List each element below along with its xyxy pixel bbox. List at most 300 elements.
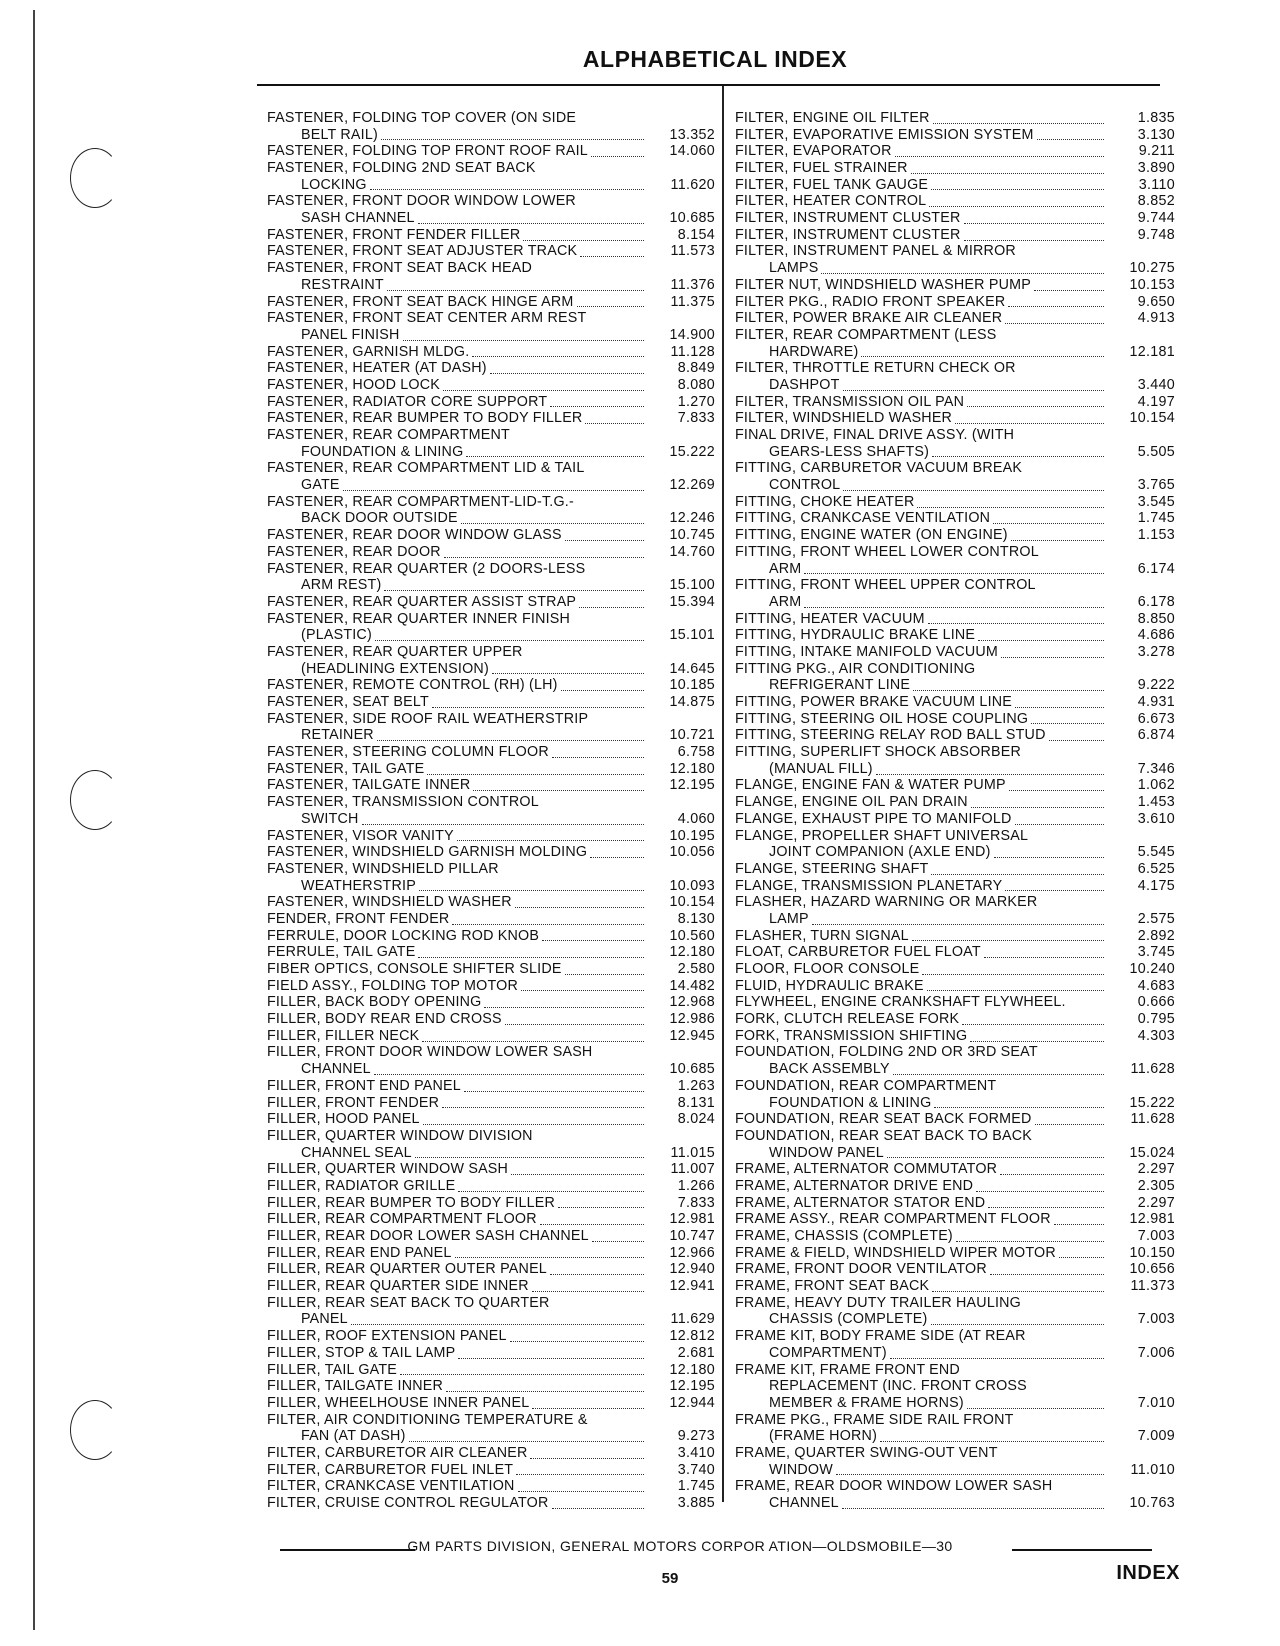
leader-dots <box>446 1382 644 1392</box>
entry-text: FLUID, HYDRAULIC BRAKE <box>735 977 924 994</box>
index-entry <box>267 1095 715 1112</box>
index-entry <box>267 427 715 444</box>
index-entry <box>267 694 715 711</box>
punch-hole-middle <box>70 770 120 830</box>
index-entry <box>735 1495 1175 1512</box>
entry-text: ARM <box>769 593 802 610</box>
leader-dots <box>458 1182 644 1192</box>
entry-reference-number: 3.745 <box>1137 944 1175 961</box>
leader-dots <box>513 432 644 441</box>
leader-dots <box>415 1148 644 1158</box>
entry-text: FILTER, THROTTLE RETURN CHECK OR <box>735 360 1016 377</box>
leader-dots <box>1034 281 1104 291</box>
entry-reference-number: 11.573 <box>670 243 715 260</box>
index-entry <box>267 310 715 327</box>
index-entry <box>267 360 715 377</box>
entry-text: FLASHER, HAZARD WARNING OR MARKER <box>735 894 1038 911</box>
entry-reference-number: 7.003 <box>1137 1228 1175 1245</box>
entry-text: FRAME, CHASSIS (COMPLETE) <box>735 1228 953 1245</box>
leader-dots <box>1041 1049 1104 1058</box>
entry-text: (FRAME HORN) <box>769 1428 878 1445</box>
index-entry <box>267 1161 715 1178</box>
leader-dots <box>518 1482 644 1492</box>
index-entry <box>267 1278 715 1295</box>
index-entry <box>735 1011 1175 1028</box>
entry-reference-number: 12.944 <box>669 1394 715 1411</box>
entry-text: FASTENER, REAR BUMPER TO BODY FILLER <box>267 410 583 427</box>
index-entry <box>267 244 715 261</box>
leader-dots <box>922 965 1104 975</box>
leader-dots <box>532 1399 644 1409</box>
leader-dots <box>963 1366 1104 1375</box>
entry-reference-number: 6.758 <box>677 744 715 761</box>
entry-reference-number: 10.656 <box>1129 1261 1175 1278</box>
index-entry <box>735 460 1175 477</box>
entry-reference-number: 15.024 <box>1129 1144 1175 1161</box>
leader-dots <box>343 481 644 491</box>
entry-reference-number: 12.966 <box>669 1244 715 1261</box>
entry-reference-number: 12.981 <box>669 1211 715 1228</box>
entry-text: FRAME & FIELD, WINDSHIELD WIPER MOTOR <box>735 1244 1056 1261</box>
entry-text: COMPARTMENT) <box>769 1344 887 1361</box>
leader-dots <box>843 481 1104 491</box>
entry-reference-number: 1.270 <box>677 393 715 410</box>
index-entry <box>267 711 715 728</box>
entry-reference-number: 12.246 <box>669 510 715 527</box>
entry-text: FORK, CLUTCH RELEASE FORK <box>735 1011 960 1028</box>
leader-dots <box>821 264 1104 274</box>
entry-text: FLANGE, STEERING SHAFT <box>735 860 929 877</box>
leader-dots <box>1031 832 1104 841</box>
entry-text: BACK DOOR OUTSIDE <box>301 510 458 527</box>
leader-dots <box>976 1182 1104 1192</box>
entry-text: FASTENER, FRONT SEAT BACK HINGE ARM <box>267 293 574 310</box>
entry-reference-number: 11.628 <box>1130 1061 1175 1078</box>
entry-text: FASTENER, REAR COMPARTMENT-LID-T.G.- <box>267 493 574 510</box>
leader-dots <box>536 1133 644 1142</box>
leader-dots <box>890 1349 1104 1359</box>
entry-text: FILTER, ENGINE OIL FILTER <box>735 109 930 126</box>
entry-text: WINDOW <box>769 1461 833 1478</box>
leader-dots <box>1001 648 1104 658</box>
leader-dots <box>375 631 644 641</box>
index-entry <box>735 1378 1175 1395</box>
index-entry <box>735 511 1175 528</box>
index-column-right <box>735 110 1175 1512</box>
entry-reference-number: 6.174 <box>1137 560 1175 577</box>
leader-dots <box>933 114 1104 124</box>
leader-dots <box>510 1332 644 1342</box>
entry-reference-number: 12.940 <box>669 1261 715 1278</box>
entry-reference-number: 15.222 <box>1129 1094 1175 1111</box>
leader-dots <box>893 1065 1104 1075</box>
entry-text: FRAME, FRONT DOOR VENTILATOR <box>735 1261 987 1278</box>
leader-dots <box>967 397 1104 407</box>
index-entry <box>735 1295 1175 1312</box>
entry-reference-number: 7.006 <box>1137 1344 1175 1361</box>
entry-text: FITTING, CHOKE HEATER <box>735 493 915 510</box>
entry-reference-number: 1.153 <box>1137 527 1175 544</box>
leader-dots <box>993 514 1104 524</box>
leader-dots <box>836 1465 1104 1475</box>
entry-reference-number: 2.575 <box>1137 910 1175 927</box>
leader-dots <box>591 147 644 157</box>
index-entry <box>735 1445 1175 1462</box>
index-entry <box>735 244 1175 261</box>
leader-dots <box>588 465 645 474</box>
entry-reference-number: 2.580 <box>677 961 715 978</box>
leader-dots <box>927 981 1104 991</box>
entry-reference-number: 6.673 <box>1137 710 1175 727</box>
index-entry <box>267 1245 715 1262</box>
entry-reference-number: 14.900 <box>669 326 715 343</box>
entry-reference-number: 7.009 <box>1137 1428 1175 1445</box>
leader-dots <box>565 531 644 541</box>
column-divider <box>722 86 724 1502</box>
index-entry <box>735 611 1175 628</box>
entry-text: FITTING, ENGINE WATER (ON ENGINE) <box>735 527 1008 544</box>
leader-dots <box>1009 781 1104 791</box>
index-entry <box>267 978 715 995</box>
leader-dots <box>590 848 644 858</box>
entry-text: FASTENER, REAR QUARTER ASSIST STRAP <box>267 593 577 610</box>
leader-dots <box>443 381 644 391</box>
leader-dots <box>970 1032 1104 1042</box>
entry-reference-number: 12.981 <box>1129 1211 1175 1228</box>
entry-reference-number: 0.666 <box>1137 994 1175 1011</box>
index-entry <box>735 761 1175 778</box>
entry-reference-number: 4.931 <box>1137 694 1175 711</box>
index-entry <box>267 761 715 778</box>
entry-reference-number: 4.303 <box>1137 1027 1175 1044</box>
entry-text: FORK, TRANSMISSION SHIFTING <box>735 1027 968 1044</box>
entry-reference-number: 8.080 <box>677 376 715 393</box>
index-entry <box>735 193 1175 210</box>
entry-reference-number: 4.197 <box>1137 393 1175 410</box>
entry-reference-number: 7.346 <box>1137 760 1175 777</box>
leader-dots <box>1069 999 1104 1008</box>
leader-dots <box>1042 549 1104 558</box>
leader-dots <box>971 798 1104 808</box>
entry-text: RESTRAINT <box>301 276 384 293</box>
entry-reference-number: 14.060 <box>669 143 715 160</box>
entry-reference-number: 14.760 <box>669 543 715 560</box>
entry-reference-number: 1.453 <box>1137 794 1175 811</box>
entry-reference-number: 10.195 <box>669 827 715 844</box>
index-entry <box>267 594 715 611</box>
leader-dots <box>895 147 1104 157</box>
index-entry <box>735 1228 1175 1245</box>
index-entry <box>267 1061 715 1078</box>
index-entry <box>735 1462 1175 1479</box>
entry-text: FILTER, INSTRUMENT PANEL & MIRROR <box>735 243 1016 260</box>
entry-text: FILLER, WHEELHOUSE INNER PANEL <box>267 1394 530 1411</box>
index-entry <box>267 377 715 394</box>
entry-reference-number: 9.273 <box>677 1428 715 1445</box>
entry-reference-number: 10.154 <box>1129 410 1175 427</box>
index-entry <box>267 778 715 795</box>
index-entry <box>735 594 1175 611</box>
title-rule <box>257 84 1160 86</box>
index-entry <box>735 994 1175 1011</box>
entry-reference-number: 10.093 <box>669 877 715 894</box>
index-entry <box>735 577 1175 594</box>
leader-dots <box>932 447 1104 457</box>
entry-text: FILLER, REAR QUARTER OUTER PANEL <box>267 1261 547 1278</box>
index-entry <box>735 1145 1175 1162</box>
entry-text: FILLER, ROOF EXTENSION PANEL <box>267 1328 507 1345</box>
leader-dots <box>455 1248 645 1258</box>
index-entry <box>735 978 1175 995</box>
index-entry <box>267 460 715 477</box>
leader-dots <box>464 1082 644 1092</box>
entry-text: FRAME, ALTERNATOR COMMUTATOR <box>735 1161 998 1178</box>
entry-reference-number: 3.278 <box>1137 643 1175 660</box>
entry-reference-number: 8.154 <box>677 226 715 243</box>
entry-reference-number: 3.740 <box>677 1461 715 1478</box>
entry-text: FENDER, FRONT FENDER <box>267 910 450 927</box>
entry-reference-number: 8.024 <box>677 1111 715 1128</box>
leader-dots <box>423 1115 644 1125</box>
leader-dots <box>988 1198 1104 1208</box>
entry-reference-number: 12.968 <box>669 994 715 1011</box>
entry-reference-number: 10.185 <box>669 677 715 694</box>
entry-text: FERRULE, DOOR LOCKING ROD KNOB <box>267 927 540 944</box>
entry-text: FRAME, REAR DOOR WINDOW LOWER SASH <box>735 1478 1053 1495</box>
entry-reference-number: 12.941 <box>669 1278 715 1295</box>
entry-reference-number: 2.297 <box>1137 1161 1175 1178</box>
entry-text: FASTENER, WINDSHIELD GARNISH MOLDING <box>267 844 588 861</box>
entry-reference-number: 3.440 <box>1137 376 1175 393</box>
leader-dots <box>561 681 644 691</box>
entry-text: FITTING, HYDRAULIC BRAKE LINE <box>735 627 976 644</box>
leader-dots <box>419 881 644 891</box>
index-entry <box>735 143 1175 160</box>
leader-dots <box>370 180 644 190</box>
index-entry <box>267 1478 715 1495</box>
entry-reference-number: 3.765 <box>1137 477 1175 494</box>
entry-text: RETAINER <box>301 727 374 744</box>
entry-reference-number: 1.062 <box>1137 777 1175 794</box>
entry-text: FASTENER, FRONT SEAT CENTER ARM REST <box>267 310 587 327</box>
index-entry <box>267 1345 715 1362</box>
index-entry <box>267 727 715 744</box>
entry-text: FASTENER, VISOR VANITY <box>267 827 454 844</box>
entry-reference-number: 1.263 <box>677 1077 715 1094</box>
leader-dots <box>418 948 644 958</box>
leader-dots <box>1024 1300 1104 1309</box>
leader-dots <box>542 931 644 941</box>
entry-text: FASTENER, FRONT DOOR WINDOW LOWER <box>267 193 576 210</box>
entry-reference-number: 12.945 <box>669 1027 715 1044</box>
index-entry <box>735 160 1175 177</box>
leader-dots <box>1035 1115 1104 1125</box>
entry-text: FILTER, POWER BRAKE AIR CLEANER <box>735 310 1003 327</box>
leader-dots <box>588 565 644 574</box>
entry-reference-number: 6.874 <box>1137 727 1175 744</box>
leader-dots <box>403 331 644 341</box>
leader-dots <box>1005 881 1104 891</box>
index-entry <box>735 778 1175 795</box>
leader-dots <box>521 981 644 991</box>
leader-dots <box>553 1300 644 1309</box>
leader-dots <box>579 115 644 124</box>
entry-text: PANEL <box>301 1311 348 1328</box>
entry-reference-number: 12.181 <box>1129 343 1175 360</box>
entry-reference-number: 10.721 <box>669 727 715 744</box>
entry-text: FRAME, HEAVY DUTY TRAILER HAULING <box>735 1294 1021 1311</box>
index-entry <box>735 944 1175 961</box>
entry-reference-number: 12.812 <box>669 1328 715 1345</box>
entry-reference-number: 4.913 <box>1137 310 1175 327</box>
entry-reference-number: 15.394 <box>669 593 715 610</box>
entry-reference-number: 1.266 <box>677 1177 715 1194</box>
index-entry <box>735 828 1175 845</box>
index-entry <box>267 527 715 544</box>
index-entry <box>735 1261 1175 1278</box>
entry-text: FITTING, FRONT WHEEL LOWER CONTROL <box>735 543 1039 560</box>
leader-dots <box>955 414 1104 424</box>
index-entry <box>267 410 715 427</box>
entry-reference-number: 2.681 <box>677 1344 715 1361</box>
index-entry <box>267 511 715 528</box>
leader-dots <box>505 1015 644 1025</box>
leader-dots <box>1055 1483 1104 1492</box>
index-entry <box>735 1245 1175 1262</box>
entry-text: FITTING, CARBURETOR VACUUM BREAK <box>735 460 1023 477</box>
entry-reference-number: 7.833 <box>677 410 715 427</box>
index-entry <box>735 494 1175 511</box>
leader-dots <box>887 1148 1104 1158</box>
entry-reference-number: 14.482 <box>669 977 715 994</box>
leader-dots <box>812 915 1104 925</box>
leader-dots <box>978 665 1104 674</box>
entry-text: LAMP <box>769 910 809 927</box>
entry-reference-number: 8.131 <box>677 1094 715 1111</box>
entry-text: FRAME, FRONT SEAT BACK <box>735 1278 930 1295</box>
index-entry <box>735 1178 1175 1195</box>
entry-reference-number: 11.375 <box>670 293 715 310</box>
leader-dots <box>1008 297 1104 307</box>
entry-reference-number: 11.620 <box>670 176 715 193</box>
entry-text: ARM <box>769 560 802 577</box>
index-entry <box>267 143 715 160</box>
index-entry <box>267 1295 715 1312</box>
index-entry <box>735 360 1175 377</box>
leader-dots <box>1019 248 1104 257</box>
entry-text: FOUNDATION, REAR COMPARTMENT <box>735 1077 997 1094</box>
entry-text: FILLER, REAR BUMPER TO BODY FILLER <box>267 1194 556 1211</box>
index-entry <box>267 1328 715 1345</box>
leader-dots <box>880 1432 1104 1442</box>
entry-text: FILTER, FUEL TANK GAUGE <box>735 176 929 193</box>
entry-text: FASTENER, TAIL GATE <box>267 760 425 777</box>
index-entry <box>735 1028 1175 1045</box>
leader-dots <box>381 130 644 140</box>
entry-text: FILTER, EVAPORATOR <box>735 143 892 160</box>
leader-dots <box>552 1499 644 1509</box>
entry-text: FILTER NUT, WINDSHIELD WASHER PUMP <box>735 276 1031 293</box>
leader-dots <box>591 1416 644 1425</box>
index-entry <box>735 1161 1175 1178</box>
entry-reference-number: 10.154 <box>669 894 715 911</box>
entry-reference-number: 10.745 <box>669 527 715 544</box>
leader-dots <box>1015 698 1104 708</box>
index-column-left <box>267 110 715 1512</box>
index-entry <box>267 1045 715 1062</box>
entry-text: CHANNEL <box>769 1495 839 1512</box>
leader-dots <box>511 1165 644 1175</box>
entry-text: FILTER, INSTRUMENT CLUSTER <box>735 226 961 243</box>
index-entry <box>735 1345 1175 1362</box>
leader-dots <box>539 165 644 174</box>
entry-text: FITTING, INTAKE MANIFOLD VACUUM <box>735 643 999 660</box>
leader-dots <box>591 715 644 724</box>
index-entry <box>735 110 1175 127</box>
index-entry <box>735 477 1175 494</box>
leader-dots <box>932 1282 1104 1292</box>
leader-dots <box>967 1399 1104 1409</box>
entry-text: FASTENER, REAR DOOR <box>267 543 441 560</box>
index-entry <box>735 794 1175 811</box>
entry-text: FILLER, FRONT FENDER <box>267 1094 440 1111</box>
entry-text: FASTENER, FRONT FENDER FILLER <box>267 226 521 243</box>
leader-dots <box>1054 1215 1104 1225</box>
entry-text: FASTENER, WINDSHIELD WASHER <box>267 894 512 911</box>
entry-text: FILLER, REAR DOOR LOWER SASH CHANNEL <box>267 1228 589 1245</box>
leader-dots <box>931 865 1104 875</box>
entry-text: FILLER, QUARTER WINDOW SASH <box>267 1161 509 1178</box>
entry-reference-number: 14.875 <box>669 694 715 711</box>
leader-dots <box>550 1265 644 1275</box>
index-entry <box>267 1495 715 1512</box>
entry-text: FILLER, BODY REAR END CROSS <box>267 1011 502 1028</box>
index-entry <box>267 210 715 227</box>
index-entry <box>267 811 715 828</box>
punch-hole-top <box>70 148 120 208</box>
index-entry <box>267 828 715 845</box>
entry-reference-number: 9.744 <box>1137 210 1175 227</box>
index-entry <box>735 1478 1175 1495</box>
index-entry <box>735 1412 1175 1429</box>
leader-dots <box>542 799 644 808</box>
leader-dots <box>362 815 644 825</box>
entry-text: FLYWHEEL, ENGINE CRANKSHAFT FLYWHEEL. <box>735 994 1066 1011</box>
leader-dots <box>592 1232 644 1242</box>
index-entry <box>267 1462 715 1479</box>
entry-reference-number: 11.015 <box>670 1144 715 1161</box>
leader-dots <box>1000 1165 1104 1175</box>
entry-text: HARDWARE) <box>769 343 859 360</box>
index-entry <box>735 744 1175 761</box>
index-entry <box>267 444 715 461</box>
index-entry <box>735 561 1175 578</box>
leader-dots <box>999 1083 1104 1092</box>
leader-dots <box>472 347 644 357</box>
entry-text: FAN (AT DASH) <box>301 1428 406 1445</box>
index-entry <box>267 661 715 678</box>
leader-dots <box>516 1465 644 1475</box>
entry-text: FLOOR, FLOOR CONSOLE <box>735 961 920 978</box>
index-entry <box>267 1378 715 1395</box>
entry-reference-number: 2.892 <box>1137 927 1175 944</box>
entry-reference-number: 5.545 <box>1137 844 1175 861</box>
entry-text: GATE <box>301 477 340 494</box>
entry-reference-number: 10.240 <box>1129 961 1175 978</box>
leader-dots <box>530 1449 644 1459</box>
entry-reference-number: 12.269 <box>669 477 715 494</box>
index-entry <box>735 811 1175 828</box>
